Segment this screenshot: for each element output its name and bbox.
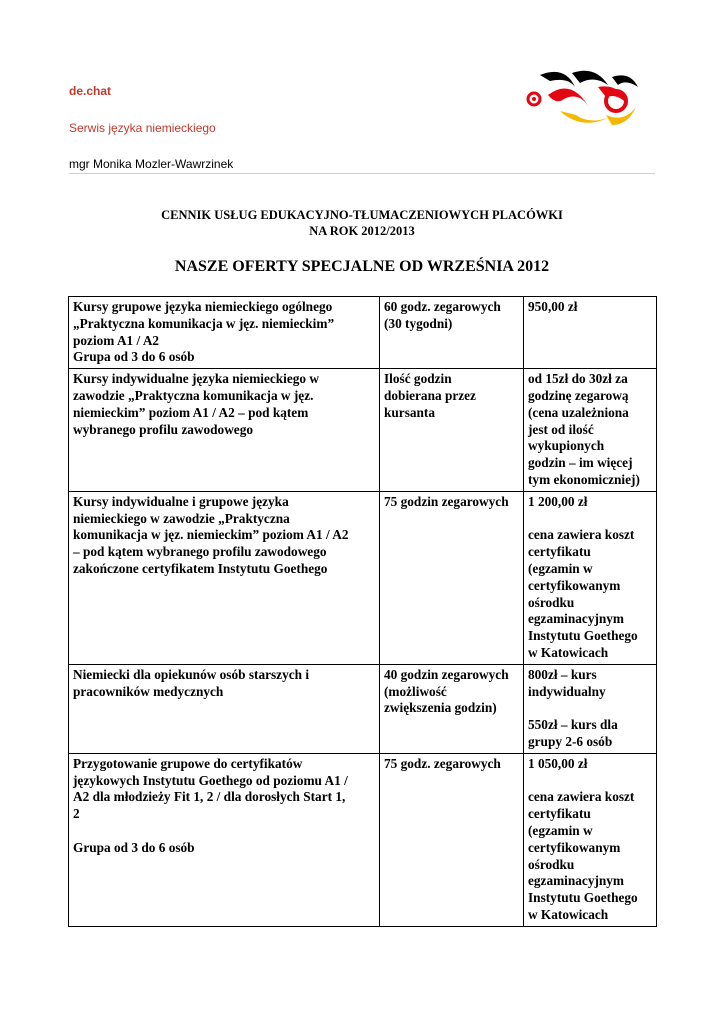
offer-description-cell bbox=[69, 753, 380, 926]
offer-text-line: językowych Instytutu Goethego od poziomu A1 / bbox=[73, 772, 348, 788]
offer-row bbox=[69, 664, 657, 753]
offer-text-line: cena zawiera koszt bbox=[528, 527, 635, 543]
offer-text-line: dobierana przez bbox=[384, 387, 476, 403]
offer-text-line: Instytutu Goethego bbox=[528, 628, 638, 644]
offer-text-line: Przygotowanie grupowe do certyfikatów bbox=[73, 755, 303, 771]
offer-text-line: (egzamin w bbox=[528, 560, 593, 576]
offer-row bbox=[69, 753, 657, 926]
offer-text-line: wybranego profilu zawodowego bbox=[73, 421, 254, 437]
offer-price-cell bbox=[524, 369, 657, 492]
offer-text-line: egzaminacyjnym bbox=[528, 873, 625, 889]
offer-text-line: ośrodku bbox=[528, 594, 575, 610]
offer-text-line: Grupa od 3 do 6 osób bbox=[73, 349, 195, 365]
offer-text-line: (możliwość bbox=[384, 683, 447, 699]
offer-price-cell bbox=[524, 491, 657, 664]
offer-text-line: zakończone certyfikatem Instytutu Goethego bbox=[73, 560, 328, 576]
offer-text-line: Niemiecki dla opiekunów osób starszych i bbox=[73, 666, 310, 682]
offer-text-line: komunikacja w jęz. niemieckim” poziom A1 / A2 bbox=[73, 527, 349, 543]
offer-text-line: 60 godz. zegarowych bbox=[384, 299, 501, 314]
offer-description-cell bbox=[69, 491, 380, 664]
offer-text-line: godzinę zegarową bbox=[528, 387, 629, 403]
offer-text-line: w Katowicach bbox=[528, 906, 609, 922]
offer-text-line: Instytutu Goethego bbox=[528, 890, 638, 906]
offer-text-line: 550zł – kurs dla bbox=[528, 717, 618, 733]
site-subtitle: Serwis języka niemieckiego bbox=[69, 121, 216, 135]
offer-text-line: Grupa od 3 do 6 osób bbox=[73, 839, 195, 855]
offer-text-line: 75 godz. zegarowych bbox=[384, 755, 501, 771]
pricelist-title bbox=[69, 207, 655, 239]
offer-text-line: certyfikowanym bbox=[528, 839, 621, 855]
offer-text-line: od 15zł do 30zł za bbox=[528, 371, 628, 387]
offers-table bbox=[68, 296, 657, 927]
offer-text-line: (30 tygodni) bbox=[384, 315, 453, 331]
offer-price-cell bbox=[524, 664, 657, 753]
offer-text-line: 75 godzin zegarowych bbox=[384, 493, 509, 509]
offer-text-line bbox=[528, 700, 653, 717]
header-divider bbox=[69, 173, 655, 174]
offer-price-cell bbox=[524, 753, 657, 926]
offer-text-line: zawodzie „Praktyczna komunikacja w jęz. bbox=[73, 387, 314, 403]
offer-text-line: 1 050,00 zł bbox=[528, 755, 588, 771]
offer-text-line bbox=[73, 823, 376, 840]
offer-price-cell bbox=[524, 297, 657, 369]
author-name: mgr Monika Mozler-Wawrzinek bbox=[69, 157, 234, 171]
offer-text-line: tym ekonomiczniej) bbox=[528, 471, 640, 487]
pricelist-title-line2: NA ROK 2012/2013 bbox=[309, 224, 415, 238]
offer-text-line: 40 godzin zegarowych bbox=[384, 666, 509, 682]
offer-text-line: „Praktyczna komunikacja w jęz. niemieckim” bbox=[73, 315, 335, 331]
offer-description-cell bbox=[69, 664, 380, 753]
offer-hours-cell bbox=[380, 491, 524, 664]
brand-name: de.chat bbox=[69, 84, 112, 98]
offer-text-line: cena zawiera koszt bbox=[528, 789, 635, 805]
offer-description-cell bbox=[69, 297, 380, 369]
offer-text-line: 2 bbox=[73, 806, 80, 822]
offer-hours-cell bbox=[380, 297, 524, 369]
offer-text-line: 950,00 zł bbox=[528, 299, 578, 314]
offer-text-line: certyfikatu bbox=[528, 544, 591, 560]
offer-text-line: zwiększenia godzin) bbox=[384, 700, 497, 716]
offer-text-line: Ilość godzin bbox=[384, 371, 452, 387]
offer-text-line: niemieckiego w zawodzie „Praktyczna bbox=[73, 510, 290, 526]
offer-text-line bbox=[528, 511, 653, 528]
offer-text-line: 1 200,00 zł bbox=[528, 493, 588, 509]
offer-hours-cell bbox=[380, 369, 524, 492]
offer-text-line: grupy 2-6 osób bbox=[528, 733, 613, 749]
offer-text-line: certyfikowanym bbox=[528, 577, 621, 593]
de-chat-logo-icon bbox=[520, 65, 640, 135]
offer-text-line bbox=[528, 773, 653, 790]
offers-table-body bbox=[69, 297, 657, 927]
offer-row bbox=[69, 491, 657, 664]
offer-text-line: w Katowicach bbox=[528, 644, 609, 660]
offer-text-line: certyfikatu bbox=[528, 806, 591, 822]
offer-hours-cell bbox=[380, 664, 524, 753]
offer-text-line: Kursy indywidualne i grupowe języka bbox=[73, 493, 289, 509]
offer-text-line: – pod kątem wybranego profilu zawodowego bbox=[73, 544, 327, 560]
offer-text-line: indywidualny bbox=[528, 683, 606, 699]
offer-text-line: wykupionych bbox=[528, 438, 605, 454]
offer-text-line: A2 dla młodzieży Fit 1, 2 / dla dorosłych Start 1, bbox=[73, 789, 346, 805]
offer-text-line: kursanta bbox=[384, 404, 435, 420]
offer-text-line: Kursy grupowe języka niemieckiego ogólnego bbox=[73, 299, 333, 314]
offer-text-line: (cena uzależniona bbox=[528, 404, 629, 420]
offer-description-cell bbox=[69, 369, 380, 492]
offer-text-line: niemieckim” poziom A1 / A2 – pod kątem bbox=[73, 404, 309, 420]
offer-row bbox=[69, 369, 657, 492]
offer-text-line: jest od ilość bbox=[528, 421, 594, 437]
offer-text-line: godzin – im więcej bbox=[528, 455, 633, 471]
pricelist-title-line1: CENNIK USŁUG EDUKACYJNO-TŁUMACZENIOWYCH PLACÓWKI bbox=[161, 208, 563, 222]
offer-text-line: pracowników medycznych bbox=[73, 683, 224, 699]
offer-text-line: poziom A1 / A2 bbox=[73, 332, 160, 348]
offer-text-line: egzaminacyjnym bbox=[528, 611, 625, 627]
offer-text-line: (egzamin w bbox=[528, 822, 593, 838]
offer-text-line: Kursy indywidualne języka niemieckiego w bbox=[73, 371, 319, 387]
offer-row bbox=[69, 297, 657, 369]
offer-text-line: 800zł – kurs bbox=[528, 666, 597, 682]
offer-text-line: ośrodku bbox=[528, 856, 575, 872]
offer-hours-cell bbox=[380, 753, 524, 926]
special-offers-heading: NASZE OFERTY SPECJALNE OD WRZEŚNIA 2012 bbox=[174, 258, 550, 275]
